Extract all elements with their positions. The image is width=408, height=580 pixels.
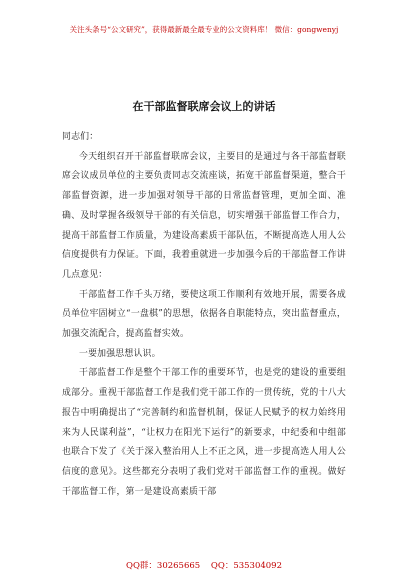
- salutation: 同志们：: [62, 132, 99, 142]
- footer-qq: QQ：535304092: [210, 561, 282, 571]
- footer-contact: [0, 559, 408, 571]
- header-banner: 关注头条号“公文研究”，获得最新最全最专业的公文资料库！ 微信：gongwenyj: [69, 25, 339, 34]
- paragraph-work: 干部监督工作千头万绪，要使这项工作顺利有效地开展，需要各成员单位牢固树立“一盘棋”的思想，依据各自职能特点，突出监督重点，加强交流配合，提高监督实效。: [62, 289, 346, 340]
- footer-qq-group: QQ群：30265665: [125, 561, 201, 571]
- document-title: 在干部监督联席会议上的讲话: [132, 100, 276, 113]
- paragraph-importance: 干部监督工作是整个干部工作的重要环节，也是党的建设的重要组成部分。重视干部监督工作是我们党干部工作的一贯传统，党的十八大报告中明确提出了“完善制约和监督机制，保证人民赋予的权力始终用来为人民谋利益”，“让权力在阳光下运行”的新要求，中纪委和中组部也联合下发了《关于深入整治用人上不正之风，进一步提高选人用人公信度的意见》。这些都充分表明了我们党对干部监督工作的重视。做好干部监督工作，第一是建设高素质干部: [62, 368, 346, 497]
- document-body: [62, 128, 346, 502]
- paragraph-heading-1: 一要加强思想认识。: [79, 348, 161, 359]
- paragraph-intro: 今天组织召开干部监督联席会议，主要目的是通过与各干部监督联席会议成员单位的主要负责同志交流座谈，拓宽干部监督渠道，整合干部监督资源，进一步加强对领导干部的日常监督管理，更加全面、准确、及时掌握各级领导干部的有关信息，切实增强干部监督工作合力，提高干部监督工作质量，为建设高素质干部队伍，不断提高选人用人公信度提供有力保证。下面，我着重就进一步加强今后的干部监督工作讲几点意见：: [62, 151, 346, 280]
